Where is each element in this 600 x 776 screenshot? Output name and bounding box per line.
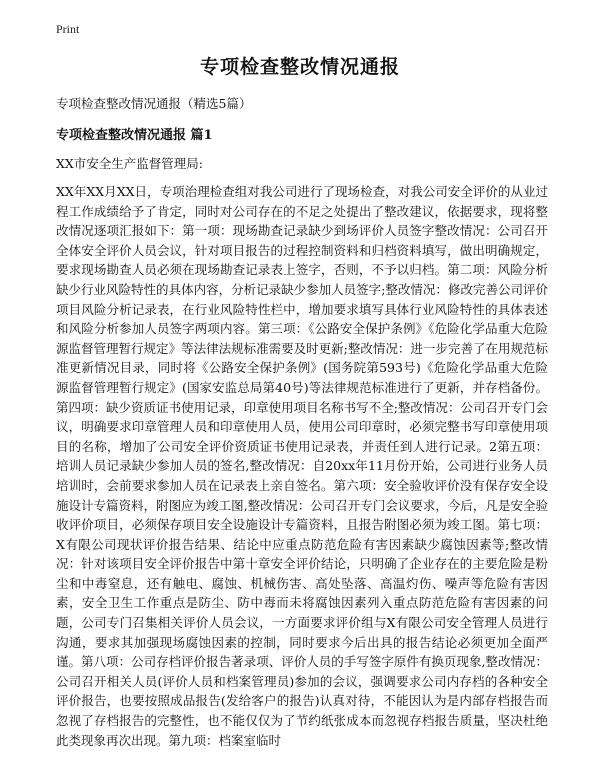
section-heading: 专项检查整改情况通报 篇1	[56, 128, 213, 143]
salutation: XX市安全生产监督管理局:	[56, 156, 204, 171]
document-title: 专项检查整改情况通报	[199, 56, 400, 78]
print-label[interactable]: Print	[56, 22, 80, 36]
body-paragraph: XX年XX月XX日，专项治理检查组对我公司进行了现场检查，对我公司安全评价的从业过程工作成绩给予了肯定，同时对公司存在的不足之处提出了整改建议，依据要求，现将整改情况逐项汇报如下：第一项：现场勘查记录缺少到场评价人员签字整改情况：公司召开全体安全评价人员会议，针对项目报告的过程控制资料和归档资料填写，做出明确规定，要求现场勘查人员必须在现场勘查记录表上签字，否则，不予以归档。第二项：风险分析缺少行业风险特性的具体内容，分析记录缺少参加人员签字;整改情况：修改完善公司评价项目风险分析记录表，在行业风险特性栏中，增加要求填写具体行业风险特性的具体表述和风险分析参加人员签字两项内容。第三项：《公路安全保护条例》《危险化学品重大危险源监督管理暂行规定》等法律法规标准需要及时更新;整改情况：进一步完善了在用规范标准更新情况目录，同时将《公路安全保护条例》(国务院第593号)《危险化学品重大危险源监督管理暂行规定》(国家安监总局第40号)等法律规范标准进行了更新，并存档备份。第四项：缺少资质证书使用记录，印章使用项目名称书写不全;整改情况：公司召开专门会议，明确要求印章管理人员和印章使用人员，使用公司印章时，必须完整书写印章使用项目的名称，增加了公司安全评价资质证书使用记录表，并责任到人进行记录。2第五项：培训人员记录缺少参加人员的签名,整改情况：自20xx年11月份开始，公司进行业务人员培训时，会前要求参加人员在记录表上亲自签名。第六项：安全验收评价没有保存安全设施设计专篇资料，附图应为竣工图,整改情况：公司召开专门会议要求，今后，凡是安全验收评价项目，必须保存项目安全设施设计专篇资料，且报告附图必须为竣工图。第七项：X有限公司现状评价报告结果、结论中应重点防范危险有害因素缺少腐蚀因素等;整改情况：针对该项目安全评价报告中第十章安全评价结论，只明确了企业存在的主要危险是粉尘和中毒窒息，还有触电、腐蚀、机械伤害、高处坠落、高温灼伤、噪声等危险有害因素，安全卫生工作重点是防尘、防中毒而未将腐蚀因素列入重点防范危险有害因素的问题，公司专门召集相关评价人员会议，一方面要求评价组与X有限公司安全管理人员进行沟通，要求其加强现场腐蚀因素的控制，同时要求今后出具的报告结论必须更加全面严谨。第八项：公司存档评价报告著录项、评价人员的手写签字原件有换页现象,整改情况：公司召开相关人员(评价人员和档案管理员)参加的会议，强调要求公司内存档的各种安全评价报告，也要按照成品报告(发给客户的报告)认真对待，不能因认为是内部存档报告而忽视了存档报告的完整性，也不能仅仅为了节约纸张成本而忽视存档报告质量，坚决杜绝此类现象再次出现。第九项：档案室临时	[56, 184, 548, 748]
document-subtitle: 专项检查整改情况通报（精选5篇）	[56, 96, 252, 111]
